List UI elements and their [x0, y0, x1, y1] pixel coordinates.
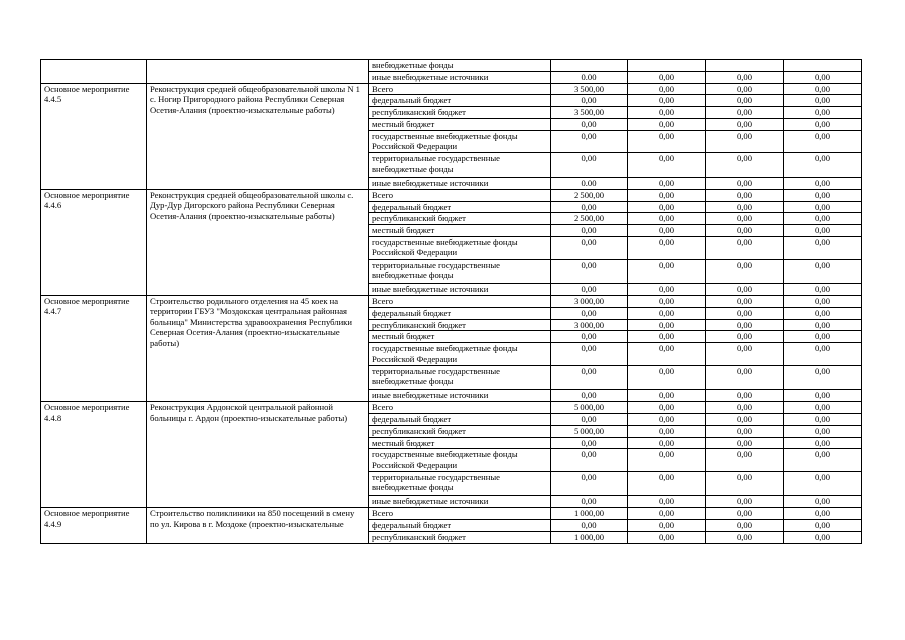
year3-cell: 0,00	[784, 71, 862, 83]
total-cell: 0,00	[551, 331, 628, 343]
total-cell: 0,00	[551, 343, 628, 366]
year1-cell: 0,00	[628, 259, 706, 284]
source-cell: Всего	[369, 189, 551, 201]
year3-cell: 0,00	[784, 365, 862, 390]
year2-cell: 0,00	[706, 331, 784, 343]
year1-cell: 0,00	[628, 437, 706, 449]
source-cell: Всего	[369, 508, 551, 520]
year3-cell: 0,00	[784, 118, 862, 130]
year1-cell: 0,00	[628, 118, 706, 130]
source-cell: федеральный бюджет	[369, 95, 551, 107]
year2-cell: 0,00	[706, 471, 784, 496]
year1-cell: 0,00	[628, 319, 706, 331]
year2-cell: 0,00	[706, 236, 784, 259]
year2-cell	[706, 60, 784, 72]
activity-description: Строительство поликлиники на 850 посещений в смену по ул. Кирова в г. Моздоке (проектно-изыскательные	[147, 508, 369, 543]
year1-cell: 0,00	[628, 531, 706, 543]
year1-cell: 0,00	[628, 471, 706, 496]
source-cell: республиканский бюджет	[369, 531, 551, 543]
year3-cell: 0,00	[784, 449, 862, 472]
year3-cell: 0,00	[784, 201, 862, 213]
funding-table	[40, 59, 862, 544]
total-cell: 3 000,00	[551, 295, 628, 307]
source-cell: республиканский бюджет	[369, 425, 551, 437]
total-cell: 0,00	[551, 236, 628, 259]
year1-cell: 0,00	[628, 177, 706, 189]
year2-cell: 0,00	[706, 177, 784, 189]
year2-cell: 0,00	[706, 153, 784, 178]
source-cell: территориальные государственные внебюджетные фонды	[369, 471, 551, 496]
source-cell: территориальные государственные внебюджетные фонды	[369, 259, 551, 284]
year2-cell: 0,00	[706, 390, 784, 402]
year3-cell: 0,00	[784, 295, 862, 307]
activity-name: Основное мероприятие 4.4.6	[41, 189, 147, 295]
total-cell: 3 000,00	[551, 319, 628, 331]
year3-cell: 0,00	[784, 331, 862, 343]
total-cell: 0,00	[551, 284, 628, 296]
year3-cell: 0,00	[784, 496, 862, 508]
source-cell: местный бюджет	[369, 331, 551, 343]
total-cell: 0,00	[551, 259, 628, 284]
total-cell: 0,00	[551, 201, 628, 213]
year2-cell: 0,00	[706, 319, 784, 331]
year2-cell: 0,00	[706, 437, 784, 449]
source-cell: федеральный бюджет	[369, 307, 551, 319]
year3-cell: 0,00	[784, 189, 862, 201]
activity-cell	[41, 60, 147, 84]
total-cell: 0,00	[551, 95, 628, 107]
table-row	[41, 60, 862, 72]
year1-cell: 0,00	[628, 130, 706, 153]
source-cell: внебюджетные фонды	[369, 60, 551, 72]
source-cell: территориальные государственные внебюджетные фонды	[369, 365, 551, 390]
activity-description: Реконструкция средней общеобразовательной школы N 1 с. Ногир Пригородного района Республики Северная Осетия-Алания (проектно-изыскательные работы)	[147, 83, 369, 189]
year1-cell: 0,00	[628, 236, 706, 259]
year2-cell: 0,00	[706, 284, 784, 296]
year3-cell: 0,00	[784, 259, 862, 284]
total-cell: 0,00	[551, 471, 628, 496]
total-cell: 0,00	[551, 307, 628, 319]
year2-cell: 0,00	[706, 402, 784, 414]
year2-cell: 0,00	[706, 225, 784, 237]
year3-cell: 0,00	[784, 95, 862, 107]
year3-cell: 0,00	[784, 225, 862, 237]
total-cell: 3 500,00	[551, 83, 628, 95]
year3-cell	[784, 60, 862, 72]
year1-cell: 0,00	[628, 413, 706, 425]
year2-cell: 0,00	[706, 259, 784, 284]
year3-cell: 0,00	[784, 343, 862, 366]
year1-cell: 0,00	[628, 189, 706, 201]
year3-cell: 0,00	[784, 425, 862, 437]
source-cell: государственные внебюджетные фонды Российской Федерации	[369, 449, 551, 472]
year3-cell: 0,00	[784, 284, 862, 296]
total-cell: 5 000,00	[551, 425, 628, 437]
source-cell: республиканский бюджет	[369, 107, 551, 119]
source-cell: федеральный бюджет	[369, 201, 551, 213]
total-cell: 0,00	[551, 496, 628, 508]
year1-cell: 0,00	[628, 225, 706, 237]
activity-name: Основное мероприятие 4.4.7	[41, 295, 147, 401]
year1-cell: 0,00	[628, 365, 706, 390]
year3-cell: 0,00	[784, 213, 862, 225]
year3-cell: 0,00	[784, 390, 862, 402]
year3-cell: 0,00	[784, 153, 862, 178]
total-cell: 1 000,00	[551, 531, 628, 543]
year3-cell: 0,00	[784, 319, 862, 331]
year1-cell: 0,00	[628, 520, 706, 532]
year1-cell: 0,00	[628, 331, 706, 343]
table-row	[41, 508, 862, 520]
year1-cell: 0,00	[628, 213, 706, 225]
source-cell: иные внебюджетные источники	[369, 496, 551, 508]
year2-cell: 0,00	[706, 413, 784, 425]
year3-cell: 0,00	[784, 531, 862, 543]
total-cell: 0,00	[551, 437, 628, 449]
year2-cell: 0,00	[706, 213, 784, 225]
year2-cell: 0,00	[706, 508, 784, 520]
total-cell: 0,00	[551, 449, 628, 472]
activity-name: Основное мероприятие 4.4.9	[41, 508, 147, 543]
year2-cell: 0,00	[706, 71, 784, 83]
year2-cell: 0,00	[706, 496, 784, 508]
table-row	[41, 189, 862, 201]
total-cell: 0,00	[551, 153, 628, 178]
year1-cell: 0,00	[628, 95, 706, 107]
total-cell	[551, 60, 628, 72]
source-cell: местный бюджет	[369, 225, 551, 237]
source-cell: иные внебюджетные источники	[369, 71, 551, 83]
total-cell: 1 000,00	[551, 508, 628, 520]
description-cell	[147, 60, 369, 84]
year2-cell: 0,00	[706, 83, 784, 95]
total-cell: 0.00	[551, 177, 628, 189]
total-cell: 0,00	[551, 365, 628, 390]
year3-cell: 0,00	[784, 413, 862, 425]
activity-name: Основное мероприятие 4.4.8	[41, 402, 147, 508]
year1-cell: 0,00	[628, 390, 706, 402]
source-cell: федеральный бюджет	[369, 520, 551, 532]
source-cell: местный бюджет	[369, 118, 551, 130]
source-cell: Всего	[369, 83, 551, 95]
year2-cell: 0,00	[706, 343, 784, 366]
source-cell: государственные внебюджетные фонды Российской Федерации	[369, 236, 551, 259]
year1-cell: 0,00	[628, 307, 706, 319]
source-cell: государственные внебюджетные фонды Российской Федерации	[369, 343, 551, 366]
total-cell: 2 500,00	[551, 189, 628, 201]
activity-description: Строительство родильного отделения на 45 коек на территории ГБУЗ "Моздокская центральная районная больница" Министерства здравоохранения Республики Северная Осетия-Алания (проектно-изыскательные работы)	[147, 295, 369, 401]
year1-cell: 0,00	[628, 201, 706, 213]
year2-cell: 0,00	[706, 365, 784, 390]
source-cell: Всего	[369, 402, 551, 414]
year3-cell: 0,00	[784, 471, 862, 496]
total-cell: 3 500,00	[551, 107, 628, 119]
table-row	[41, 83, 862, 95]
year2-cell: 0,00	[706, 295, 784, 307]
source-cell: местный бюджет	[369, 437, 551, 449]
total-cell: 0,00	[551, 130, 628, 153]
year3-cell: 0,00	[784, 520, 862, 532]
source-cell: республиканский бюджет	[369, 213, 551, 225]
year2-cell: 0,00	[706, 307, 784, 319]
year1-cell: 0,00	[628, 449, 706, 472]
year2-cell: 0,00	[706, 118, 784, 130]
year1-cell: 0,00	[628, 402, 706, 414]
source-cell: республиканский бюджет	[369, 319, 551, 331]
year3-cell: 0,00	[784, 130, 862, 153]
year1-cell: 0,00	[628, 71, 706, 83]
source-cell: федеральный бюджет	[369, 413, 551, 425]
year2-cell: 0,00	[706, 107, 784, 119]
source-cell: иные внебюджетные источники	[369, 177, 551, 189]
year3-cell: 0,00	[784, 236, 862, 259]
year3-cell: 0,00	[784, 107, 862, 119]
year1-cell: 0,00	[628, 153, 706, 178]
year1-cell: 0,00	[628, 295, 706, 307]
year2-cell: 0,00	[706, 130, 784, 153]
year1-cell: 0,00	[628, 425, 706, 437]
activity-description: Реконструкция средней общеобразовательной школы с. Дур-Дур Дигорского района Республики Северная Осетия-Алания (проектно-изыскательные работы)	[147, 189, 369, 295]
table-row	[41, 402, 862, 414]
year2-cell: 0,00	[706, 95, 784, 107]
year2-cell: 0,00	[706, 189, 784, 201]
total-cell: 0,00	[551, 520, 628, 532]
activity-description: Реконструкция Ардонской центральной районной больницы г. Ардон (проектно-изыскательные работы)	[147, 402, 369, 508]
year3-cell: 0,00	[784, 177, 862, 189]
year3-cell: 0,00	[784, 437, 862, 449]
source-cell: территориальные государственные внебюджетные фонды	[369, 153, 551, 178]
year3-cell: 0,00	[784, 83, 862, 95]
year1-cell: 0,00	[628, 83, 706, 95]
source-cell: государственные внебюджетные фонды Российской Федерации	[369, 130, 551, 153]
total-cell: 5 000,00	[551, 402, 628, 414]
year2-cell: 0,00	[706, 449, 784, 472]
year1-cell: 0,00	[628, 343, 706, 366]
total-cell: 0,00	[551, 225, 628, 237]
total-cell: 0,00	[551, 118, 628, 130]
source-cell: иные внебюджетные источники	[369, 390, 551, 402]
source-cell: Всего	[369, 295, 551, 307]
total-cell: 0,00	[551, 390, 628, 402]
source-cell: иные внебюджетные источники	[369, 284, 551, 296]
year3-cell: 0,00	[784, 402, 862, 414]
year1-cell: 0,00	[628, 496, 706, 508]
year3-cell: 0,00	[784, 307, 862, 319]
total-cell: 0,00	[551, 413, 628, 425]
year1-cell	[628, 60, 706, 72]
year1-cell: 0,00	[628, 107, 706, 119]
activity-name: Основное мероприятие 4.4.5	[41, 83, 147, 189]
year3-cell: 0,00	[784, 508, 862, 520]
total-cell: 0.00	[551, 71, 628, 83]
year2-cell: 0,00	[706, 201, 784, 213]
total-cell: 2 500,00	[551, 213, 628, 225]
year2-cell: 0,00	[706, 531, 784, 543]
table-row	[41, 295, 862, 307]
year1-cell: 0,00	[628, 508, 706, 520]
year1-cell: 0,00	[628, 284, 706, 296]
year2-cell: 0,00	[706, 520, 784, 532]
year2-cell: 0,00	[706, 425, 784, 437]
